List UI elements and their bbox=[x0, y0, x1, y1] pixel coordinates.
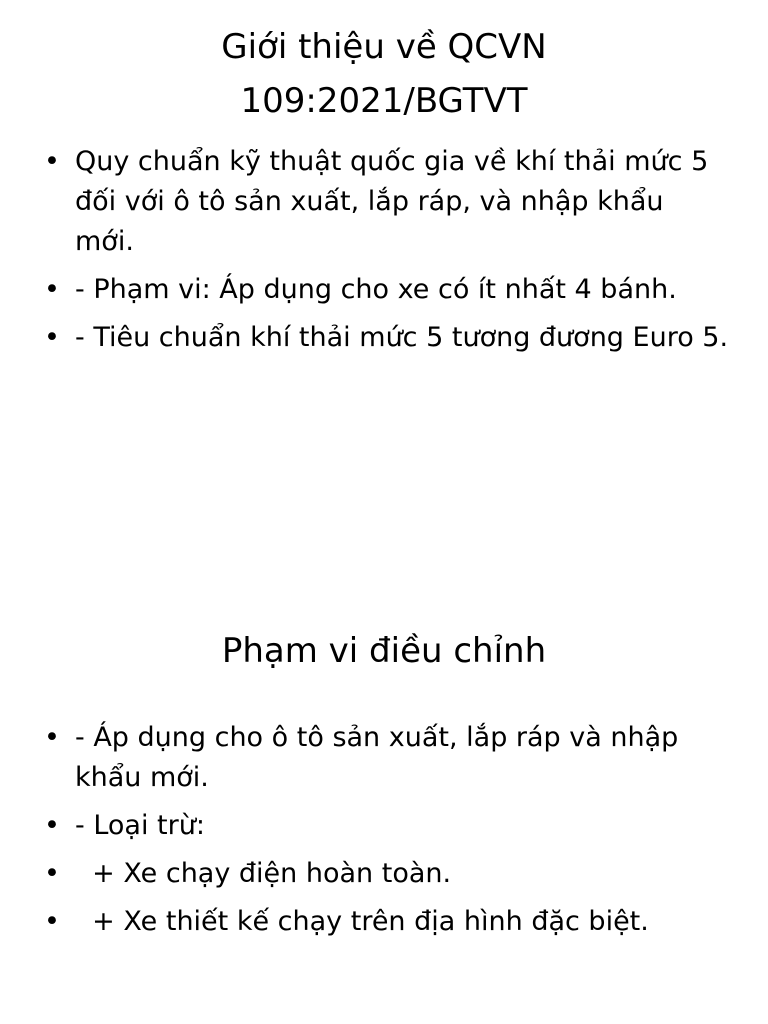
bullet-text: Quy chuẩn kỹ thuật quốc gia về khí thải mức 5 đối với ô tô sản xuất, lắp ráp, và nhập khẩu mới. bbox=[75, 146, 709, 257]
title-line: Phạm vi điều chỉnh bbox=[221, 631, 547, 671]
bullet-list bbox=[40, 142, 730, 366]
bullet-item bbox=[40, 270, 730, 310]
slide-title bbox=[40, 20, 728, 128]
bullet-text: - Tiêu chuẩn khí thải mức 5 tương đương Euro 5. bbox=[75, 322, 729, 353]
bullet-item bbox=[40, 902, 730, 942]
bullet-dot-icon: • bbox=[44, 810, 60, 841]
slide-title bbox=[40, 624, 728, 678]
bullet-text: - Loại trừ: bbox=[75, 810, 205, 841]
bullet-dot-icon: • bbox=[44, 906, 60, 937]
bullet-dot-icon: • bbox=[44, 858, 60, 889]
bullet-list bbox=[40, 718, 730, 950]
bullet-item bbox=[40, 806, 730, 846]
title-line: Giới thiệu về QCVN bbox=[221, 27, 547, 67]
slide-scope bbox=[0, 512, 768, 1024]
bullet-text: - Phạm vi: Áp dụng cho xe có ít nhất 4 bánh. bbox=[75, 274, 677, 305]
bullet-dot-icon: • bbox=[44, 722, 60, 753]
bullet-item bbox=[40, 718, 730, 798]
title-line: 109:2021/BGTVT bbox=[240, 81, 528, 121]
bullet-item bbox=[40, 318, 730, 358]
bullet-text: - Áp dụng cho ô tô sản xuất, lắp ráp và nhập khẩu mới. bbox=[75, 722, 679, 793]
bullet-dot-icon: • bbox=[44, 322, 60, 353]
bullet-dot-icon: • bbox=[44, 274, 60, 305]
bullet-item bbox=[40, 854, 730, 894]
bullet-dot-icon: • bbox=[44, 146, 60, 177]
bullet-text: + Xe chạy điện hoàn toàn. bbox=[75, 858, 452, 889]
bullet-item bbox=[40, 142, 730, 262]
bullet-text: + Xe thiết kế chạy trên địa hình đặc biệt. bbox=[75, 906, 649, 937]
